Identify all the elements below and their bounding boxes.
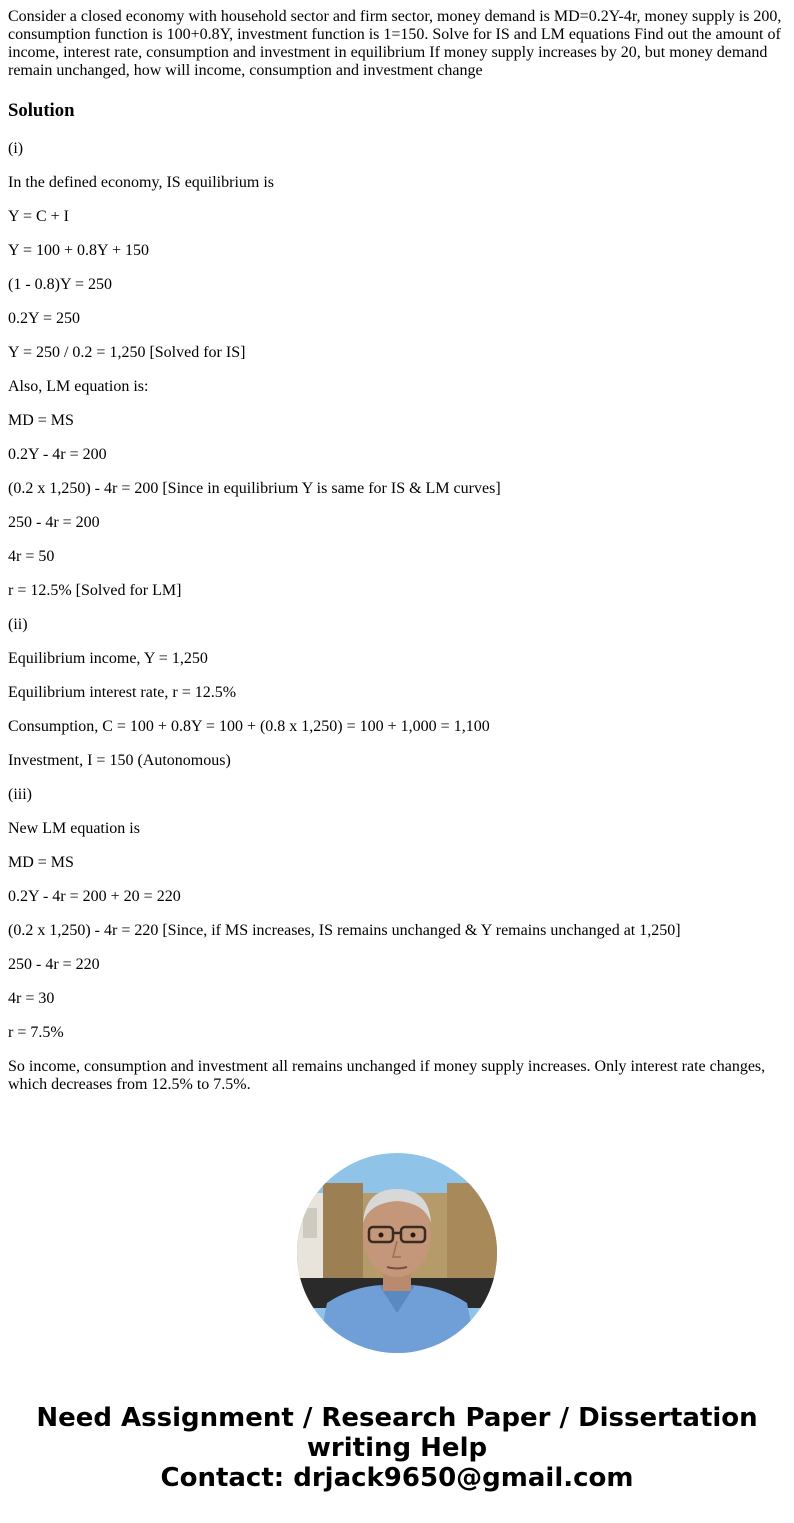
solution-line: Also, LM equation is: xyxy=(8,378,149,395)
solution-line: MD = MS xyxy=(8,412,74,429)
solution-line: 250 - 4r = 220 xyxy=(8,956,100,973)
question-text: Consider a closed economy with household sector and firm sector, money demand is MD=0.2Y-4r, money supply is 200, consumption function is 100+0.8Y, investment function is 1=150. Solve for IS and LM equations Find out the amount of income, interest rate, consumption and investment in equilibrium If money supply increases by 20, but money demand remain unchanged, how will income, consumption and investment change xyxy=(8,8,782,79)
solution-line: 4r = 30 xyxy=(8,990,55,1007)
solution-line: Investment, I = 150 (Autonomous) xyxy=(8,752,231,769)
cta-line: Need Assignment / Research Paper / Dissertation xyxy=(36,1403,758,1433)
solution-heading: Solution xyxy=(8,100,75,121)
solution-line: (0.2 x 1,250) - 4r = 200 [Since in equilibrium Y is same for IS & LM curves] xyxy=(8,480,501,497)
solution-line: 0.2Y - 4r = 200 xyxy=(8,446,107,463)
solution-line: (i) xyxy=(8,140,24,157)
solution-line: MD = MS xyxy=(8,854,74,871)
solution-line: 0.2Y - 4r = 200 + 20 = 220 xyxy=(8,888,181,905)
solution-line: Y = 100 + 0.8Y + 150 xyxy=(8,242,149,259)
solution-line: r = 12.5% [Solved for LM] xyxy=(8,582,182,599)
solution-line: 4r = 50 xyxy=(8,548,55,565)
solution-line: Equilibrium interest rate, r = 12.5% xyxy=(8,684,237,701)
solution-line: (iii) xyxy=(8,786,32,803)
conclusion-text: So income, consumption and investment all remains unchanged if money supply increases. Only interest rate changes, which decreases from 12.5% to 7.5%. xyxy=(8,1058,766,1093)
solution-line: Y = 250 / 0.2 = 1,250 [Solved for IS] xyxy=(8,344,246,361)
solution-line: (1 - 0.8)Y = 250 xyxy=(8,276,112,293)
solution-line: Consumption, C = 100 + 0.8Y = 100 + (0.8 x 1,250) = 100 + 1,000 = 1,100 xyxy=(8,718,490,735)
solution-line: In the defined economy, IS equilibrium is xyxy=(8,174,275,191)
solution-line: (0.2 x 1,250) - 4r = 220 [Since, if MS increases, IS remains unchanged & Y remains unchanged at 1,250] xyxy=(8,922,681,939)
cta-line: writing Help xyxy=(306,1433,488,1463)
solution-line: 250 - 4r = 200 xyxy=(8,514,100,531)
solution-line: (ii) xyxy=(8,616,28,633)
contact-banner xyxy=(0,1403,794,1493)
solution-line: New LM equation is xyxy=(8,820,140,837)
solution-line: r = 7.5% xyxy=(8,1024,64,1041)
solution-line: Equilibrium income, Y = 1,250 xyxy=(8,650,208,667)
solution-line: Y = C + I xyxy=(8,208,70,225)
contact-email: Contact: drjack9650@gmail.com xyxy=(160,1463,634,1493)
author-avatar xyxy=(297,1153,497,1353)
portrait-image xyxy=(297,1153,497,1353)
solution-line: 0.2Y = 250 xyxy=(8,310,80,327)
